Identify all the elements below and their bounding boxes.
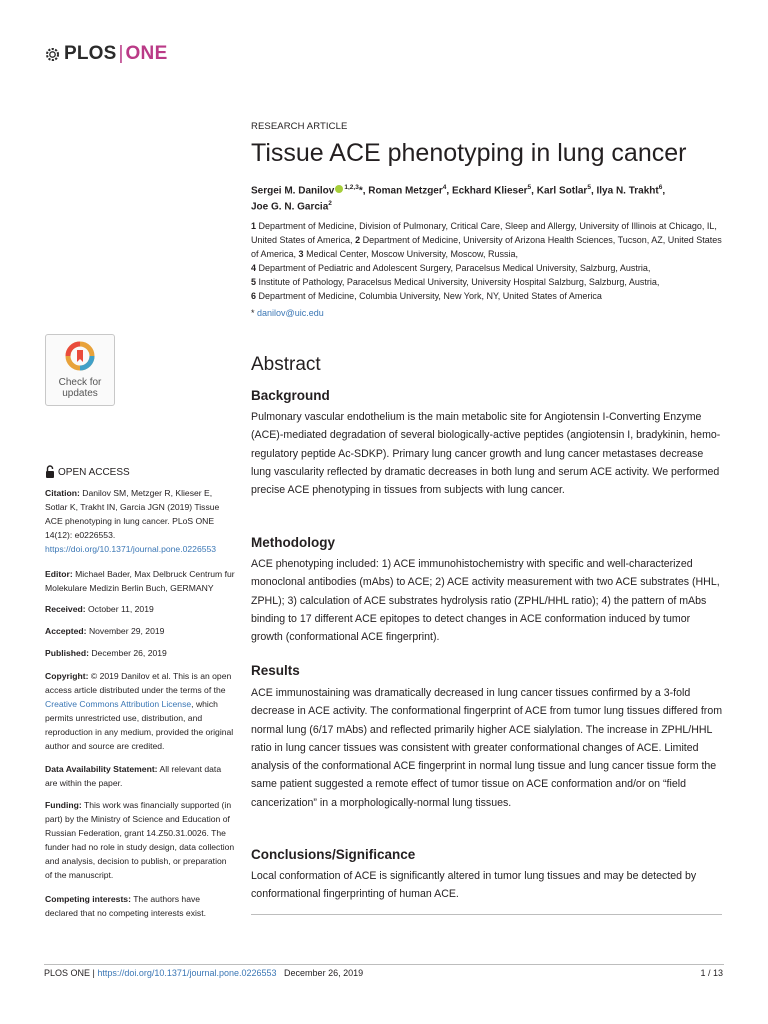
copyright-text-after: , which permits unrestricted use, distribution, and reproduction in any medium, provided the original author and source are credited. xyxy=(45,698,234,751)
logo-plos-text: PLOS xyxy=(64,43,117,64)
received-date: October 11, 2019 xyxy=(88,604,154,614)
footer-journal: PLOS ONE | xyxy=(44,968,95,978)
corresponding-mark: * xyxy=(358,185,363,197)
accepted-date: November 29, 2019 xyxy=(88,626,165,636)
page-footer xyxy=(44,968,363,978)
corresponding-email-line xyxy=(251,308,723,318)
funding-label: Funding: xyxy=(45,800,82,810)
footer-doi-link[interactable]: https://doi.org/10.1371/journal.pone.0226553 xyxy=(97,968,277,978)
orcid-icon[interactable] xyxy=(335,185,343,193)
section-heading-background: Background xyxy=(251,388,330,403)
affil-num: 6 xyxy=(251,290,257,301)
author-name[interactable]: Eckhard Klieser xyxy=(451,185,528,197)
open-lock-icon xyxy=(45,465,55,479)
competing-text: The authors have declared that no competing interests exist. xyxy=(45,894,206,918)
editor-block xyxy=(45,568,235,596)
author-affil: 6 xyxy=(658,184,663,191)
crossmark-icon xyxy=(65,341,95,371)
section-text-results: ACE immunostaining was dramatically decreased in lung cancer tissues confirmed by a 3-fold decrease in ACE activity. The conformational fingerprint of ACE from tumor lung tissues differed from normal lung (6/17 mAbs) and reflected primarily higher ACE sialylation. The increase in ZPHL/HHL ratio in lung cancer tissues was consistent with greater conformational changes of ACE. Limited analysis of the conformational ACE fingerprint in normal lung tissue and lung cancer tissue form the same patient suggested a remote effect of tumor tissue on ACE conformation and/or on “field cancerization” in a morphologically-normal lung tissues. xyxy=(251,687,723,809)
received-block xyxy=(45,603,235,617)
author-name[interactable]: Sergei M. Danilov xyxy=(251,185,335,197)
accepted-block xyxy=(45,625,235,639)
citation-text: Danilov SM, Metzger R, Klieser E, Sotlar K, Trakht IN, Garcia JGN (2019) Tissue ACE phenotyping in lung cancer. PLoS ONE 14(12): e0226553. xyxy=(45,488,220,540)
affil-text: Department of Medicine, Division of Pulmonary, Critical Care, Sleep and Allergy, University of Illinois at Chicago, IL, United States of America, xyxy=(251,221,717,245)
funding-text: This work was financially supported (in part) by the Ministry of Science and Education of Russian Federation, grant 14.Z50.31.0026. The funder had no role in study design, data collection and analysis, decision to publish, or preparation of the manuscript. xyxy=(45,800,235,880)
author-affil: 2 xyxy=(328,200,332,208)
affil-num: 1 xyxy=(251,221,257,231)
license-link[interactable]: Creative Commons Attribution License xyxy=(45,698,192,709)
author-affil: 4 xyxy=(442,184,447,191)
author-name[interactable]: Joe G. N. Garcia xyxy=(251,201,329,213)
author-list: Sergei M. Danilov $^{1,2,3}$*, Roman Metzger$^4$, Eckhard Klieser$^5$, Karl Sotlar$^5$, Ilya N. Trakht$^6$, Joe G. N. Garcia$^2$ xyxy=(251,184,666,213)
logo-separator: | xyxy=(118,43,124,64)
affil-text: Institute of Pathology, Paracelsus Medical University, University Hospital Salzburg, Salzburg, Austria, xyxy=(258,276,660,287)
author-affil: 5 xyxy=(527,184,532,191)
author-name[interactable]: Roman Metzger xyxy=(368,185,443,197)
copyright-block xyxy=(45,670,235,753)
page-number: 1 / 13 xyxy=(700,968,723,978)
footer-date: December 26, 2019 xyxy=(284,968,364,978)
affil-num: 5 xyxy=(251,276,257,287)
affiliations xyxy=(251,220,723,303)
section-text-methodology: ACE phenotyping included: 1) ACE immunohistochemistry with specific and well-characterized monoclonal antibodies (mAbs) to ACE; 2) ACE activity measurement with two ACE substrates (HHL, ZPHL); 3) calculation of ACE substrates hydrolysis ratio (ZPHL/HHL ratio); 4) the pattern of mAbs binding to 17 different ACE epitopes to detect changes in ACE conformation induced by tumor growth (conformational ACE fingerprint). xyxy=(251,558,720,644)
section-heading-conclusions: Conclusions/Significance xyxy=(251,847,416,862)
check-for-updates-badge[interactable] xyxy=(45,334,115,406)
open-access-text: OPEN ACCESS xyxy=(58,466,130,478)
affil-text: Medical Center, Moscow University, Moscow, Russia, xyxy=(306,248,518,259)
affil-num: 4 xyxy=(251,262,257,273)
citation-block xyxy=(45,487,235,557)
check-badge-line2: updates xyxy=(62,388,98,399)
editor-label: Editor: xyxy=(45,569,73,579)
paper-title: Tissue ACE phenotyping in lung cancer xyxy=(251,139,687,167)
published-label: Published: xyxy=(45,648,89,658)
email-link[interactable]: danilov@uic.edu xyxy=(257,308,324,318)
affil-text: Department of Medicine, University of Arizona Health Sciences, Tucson, AZ, United States of America, xyxy=(251,234,722,259)
funding-block xyxy=(45,799,235,882)
copyright-text-before: © 2019 Danilov et al. This is an open access article distributed under the terms of the xyxy=(45,671,232,695)
author-affil: 5 xyxy=(587,184,591,191)
footer-divider xyxy=(44,964,724,965)
open-access-label xyxy=(45,465,130,479)
abstract-heading: Abstract xyxy=(251,354,321,375)
competing-label: Competing interests: xyxy=(45,894,131,904)
section-text-background: Pulmonary vascular endothelium is the main metabolic site for Angiotensin I-Converting Enzyme (ACE)-mediated degradation of several biologically-active peptides (angiotensin I, bradykinin, hemo-regulatory peptide Ac-SDKP). Primary lung cancer growth and lung cancer metastases decrease lung vascularity reflected by dramatic decreases in both lung and serum ACE activity. We performed precise ACE phenotyping in tissues from subjects with lung cancer. xyxy=(251,411,721,497)
editor-text: Michael Bader, Max Delbruck Centrum fur Molekulare Medizin Berlin Buch, GERMANY xyxy=(45,569,235,593)
plos-one-logo xyxy=(44,42,168,66)
section-heading-methodology: Methodology xyxy=(251,535,335,550)
data-availability-label: Data Availability Statement: xyxy=(45,764,158,774)
published-date: December 26, 2019 xyxy=(91,648,167,658)
article-type: RESEARCH ARTICLE xyxy=(251,121,348,132)
copyright-label: Copyright: xyxy=(45,671,89,681)
plos-gear-icon xyxy=(44,46,61,63)
citation-label: Citation: xyxy=(45,488,80,498)
affil-text: Department of Pediatric and Adolescent Surgery, Paracelsus Medical University, Salzburg, Austria, xyxy=(258,262,651,273)
competing-interests-block xyxy=(45,893,235,921)
author-name[interactable]: Karl Sotlar xyxy=(536,185,588,197)
received-label: Received: xyxy=(45,604,86,614)
accepted-label: Accepted: xyxy=(45,626,87,636)
check-badge-line1: Check for xyxy=(58,377,102,388)
author-name[interactable]: Ilya N. Trakht xyxy=(596,185,659,197)
section-text-conclusions: Local conformation of ACE is significantly altered in tumor lung tissues and may be detected by conformational fingerprinting of human ACE. xyxy=(251,870,697,901)
abstract-divider xyxy=(251,914,722,915)
section-heading-results: Results xyxy=(251,663,300,678)
author-affil: 1,2,3 xyxy=(344,184,359,191)
citation-doi-link[interactable]: https://doi.org/10.1371/journal.pone.0226553 xyxy=(45,543,217,554)
corresponding-asterisk: * xyxy=(251,308,255,318)
data-availability-block xyxy=(45,763,235,791)
logo-one-text: ONE xyxy=(125,43,168,64)
affil-num: 2 xyxy=(355,234,361,245)
data-availability-text: All relevant data are within the paper. xyxy=(45,764,222,788)
affil-num: 3 xyxy=(298,248,304,259)
affil-text: Department of Medicine, Columbia University, New York, NY, United States of America xyxy=(258,290,602,301)
published-block xyxy=(45,647,235,661)
